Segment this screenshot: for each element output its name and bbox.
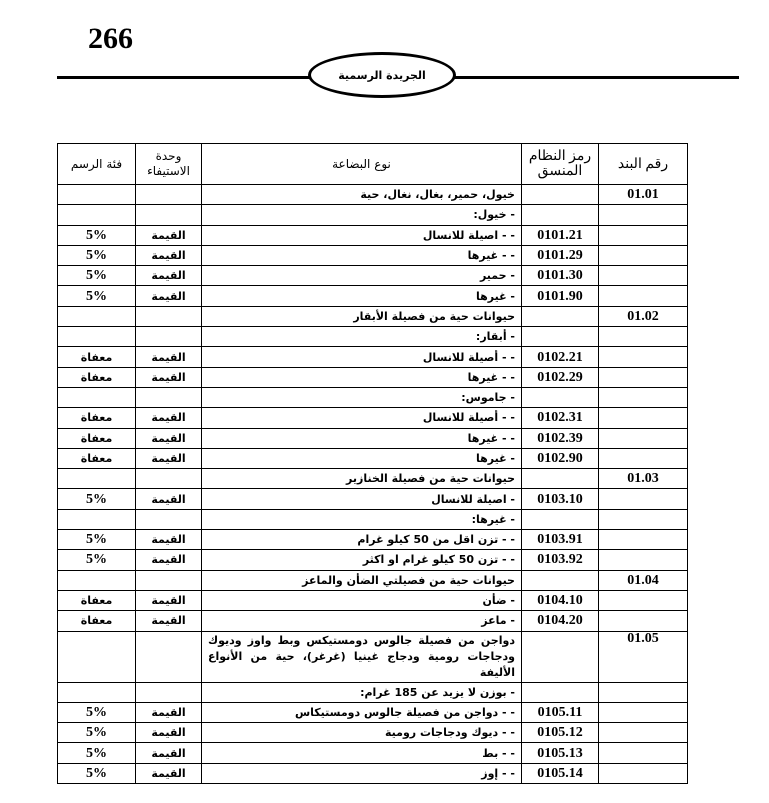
goods-description: - حمير (202, 266, 522, 286)
goods-description: - - أصيلة للانسال (202, 347, 522, 367)
goods-description: - - غيرها (202, 367, 522, 387)
collection-unit: القيمة (136, 723, 202, 743)
duty-rate: 5% (58, 286, 136, 306)
goods-description: - اصيلة للانسال (202, 489, 522, 509)
duty-rate: معفاة (58, 611, 136, 631)
hs-code: 0101.29 (522, 245, 599, 265)
hs-code: 0102.39 (522, 428, 599, 448)
collection-unit: القيمة (136, 266, 202, 286)
collection-unit: القيمة (136, 489, 202, 509)
table-row (58, 306, 688, 326)
page-number: 266 (88, 22, 133, 55)
goods-description: - - غيرها (202, 245, 522, 265)
item-number (599, 387, 688, 407)
table-row (58, 590, 688, 610)
item-number (599, 225, 688, 245)
table-row (58, 489, 688, 509)
table-row (58, 185, 688, 205)
hs-code: 0105.13 (522, 743, 599, 763)
hs-code (522, 631, 599, 682)
collection-unit (136, 469, 202, 489)
collection-unit: القيمة (136, 347, 202, 367)
duty-rate: معفاة (58, 428, 136, 448)
duty-rate: معفاة (58, 347, 136, 367)
collection-unit (136, 682, 202, 702)
item-number (599, 611, 688, 631)
hs-code: 0105.11 (522, 702, 599, 722)
collection-unit: القيمة (136, 245, 202, 265)
hs-code: 0101.90 (522, 286, 599, 306)
table-row (58, 205, 688, 225)
table-row (58, 408, 688, 428)
hs-code (522, 327, 599, 347)
collection-unit: القيمة (136, 702, 202, 722)
item-number (599, 347, 688, 367)
goods-description: - - أصيلة للانسال (202, 408, 522, 428)
hs-code (522, 306, 599, 326)
table-header-row (58, 144, 688, 185)
table-row (58, 723, 688, 743)
goods-description: - ضأن (202, 590, 522, 610)
table-row (58, 469, 688, 489)
col-header-rate: فئة الرسم (58, 144, 136, 185)
collection-unit: القيمة (136, 530, 202, 550)
duty-rate: معفاة (58, 590, 136, 610)
item-number (599, 367, 688, 387)
goods-description: - - تزن اقل من 50 كيلو غرام (202, 530, 522, 550)
collection-unit (136, 185, 202, 205)
duty-rate (58, 631, 136, 682)
item-number: 01.05 (599, 631, 688, 682)
duty-rate: 5% (58, 266, 136, 286)
collection-unit (136, 327, 202, 347)
collection-unit: القيمة (136, 743, 202, 763)
duty-rate: 5% (58, 723, 136, 743)
goods-description: - جاموس: (202, 387, 522, 407)
table-row (58, 327, 688, 347)
goods-description: - - اصيلة للانسال (202, 225, 522, 245)
table-row (58, 509, 688, 529)
col-header-code: رمز النظام المنسق (522, 144, 599, 185)
goods-description: - بوزن لا يزيد عن 185 غرام: (202, 682, 522, 702)
duty-rate (58, 185, 136, 205)
item-number (599, 743, 688, 763)
table-row (58, 225, 688, 245)
hs-code (522, 570, 599, 590)
goods-description: - أبقار: (202, 327, 522, 347)
hs-code: 0105.14 (522, 763, 599, 783)
duty-rate: معفاة (58, 367, 136, 387)
table-row (58, 550, 688, 570)
hs-code: 0103.91 (522, 530, 599, 550)
goods-description: خيول، حمير، بغال، نغال، حية (202, 185, 522, 205)
hs-code: 0104.20 (522, 611, 599, 631)
duty-rate: 5% (58, 550, 136, 570)
table-row (58, 682, 688, 702)
table-row (58, 530, 688, 550)
table-row (58, 702, 688, 722)
duty-rate: معفاة (58, 408, 136, 428)
table-row (58, 367, 688, 387)
collection-unit: القيمة (136, 550, 202, 570)
duty-rate (58, 387, 136, 407)
hs-code: 0104.10 (522, 590, 599, 610)
item-number (599, 286, 688, 306)
table-row (58, 570, 688, 590)
item-number (599, 245, 688, 265)
col-header-desc: نوع البضاعة (202, 144, 522, 185)
item-number (599, 266, 688, 286)
col-header-unit: وحدة الاستيفاء (136, 144, 202, 185)
duty-rate (58, 682, 136, 702)
item-number (599, 428, 688, 448)
collection-unit: القيمة (136, 367, 202, 387)
item-number (599, 590, 688, 610)
goods-description: - غيرها (202, 286, 522, 306)
table-row (58, 763, 688, 783)
col-header-item: رقم البند (599, 144, 688, 185)
item-number (599, 702, 688, 722)
table-row (58, 347, 688, 367)
item-number: 01.01 (599, 185, 688, 205)
duty-rate: 5% (58, 245, 136, 265)
duty-rate (58, 205, 136, 225)
item-number (599, 408, 688, 428)
item-number (599, 723, 688, 743)
goods-description: - ماعز (202, 611, 522, 631)
table-row (58, 428, 688, 448)
table-row (58, 631, 688, 682)
collection-unit (136, 205, 202, 225)
collection-unit: القيمة (136, 611, 202, 631)
duty-rate (58, 306, 136, 326)
duty-rate: 5% (58, 489, 136, 509)
table-row (58, 387, 688, 407)
hs-code (522, 387, 599, 407)
hs-code: 0102.90 (522, 448, 599, 468)
hs-code (522, 205, 599, 225)
duty-rate (58, 469, 136, 489)
goods-description: - - ديوك ودجاجات رومية (202, 723, 522, 743)
collection-unit: القيمة (136, 428, 202, 448)
table-row (58, 743, 688, 763)
duty-rate: 5% (58, 530, 136, 550)
hs-code (522, 509, 599, 529)
collection-unit (136, 306, 202, 326)
table-row (58, 266, 688, 286)
hs-code: 0102.21 (522, 347, 599, 367)
table-row (58, 245, 688, 265)
collection-unit (136, 570, 202, 590)
item-number: 01.03 (599, 469, 688, 489)
collection-unit: القيمة (136, 225, 202, 245)
collection-unit (136, 509, 202, 529)
item-number: 01.02 (599, 306, 688, 326)
hs-code: 0105.12 (522, 723, 599, 743)
collection-unit: القيمة (136, 763, 202, 783)
hs-code: 0102.29 (522, 367, 599, 387)
item-number: 01.04 (599, 570, 688, 590)
table-row (58, 448, 688, 468)
gazette-title-oval (308, 52, 456, 98)
duty-rate (58, 570, 136, 590)
hs-code (522, 682, 599, 702)
goods-description: - غيرها: (202, 509, 522, 529)
collection-unit (136, 387, 202, 407)
hs-code (522, 469, 599, 489)
item-number (599, 448, 688, 468)
hs-code: 0103.10 (522, 489, 599, 509)
goods-description: - خيول: (202, 205, 522, 225)
duty-rate: 5% (58, 225, 136, 245)
goods-description: حيوانات حية من فصيلة الأبقار (202, 306, 522, 326)
gazette-title: الجريدة الرسمية (338, 68, 426, 82)
duty-rate: 5% (58, 702, 136, 722)
item-number (599, 530, 688, 550)
item-number (599, 205, 688, 225)
collection-unit (136, 631, 202, 682)
duty-rate: 5% (58, 743, 136, 763)
goods-description: دواجن من فصيلة جالوس دومستيكس وبط واوز وديوك ودجاجات رومية ودجاج غينيا (غرغر)، حية من الأنواع الأليفة (202, 631, 522, 682)
item-number (599, 682, 688, 702)
hs-code: 0101.30 (522, 266, 599, 286)
duty-rate: 5% (58, 763, 136, 783)
duty-rate: معفاة (58, 448, 136, 468)
goods-description: - غيرها (202, 448, 522, 468)
goods-description: - - دواجن من فصيلة جالوس دومستيكاس (202, 702, 522, 722)
goods-description: - - غيرها (202, 428, 522, 448)
table-row (58, 611, 688, 631)
goods-description: - - إوز (202, 763, 522, 783)
goods-description: حيوانات حية من فصيلة الخنازير (202, 469, 522, 489)
goods-description: - - بط (202, 743, 522, 763)
collection-unit: القيمة (136, 590, 202, 610)
hs-code: 0103.92 (522, 550, 599, 570)
collection-unit: القيمة (136, 408, 202, 428)
table-row (58, 286, 688, 306)
duty-rate (58, 327, 136, 347)
goods-description: - - تزن 50 كيلو غرام او اكثر (202, 550, 522, 570)
item-number (599, 489, 688, 509)
hs-code: 0102.31 (522, 408, 599, 428)
collection-unit: القيمة (136, 448, 202, 468)
hs-code: 0101.21 (522, 225, 599, 245)
tariff-table (57, 143, 688, 784)
item-number (599, 327, 688, 347)
goods-description: حيوانات حية من فصيلتي الضأن والماعز (202, 570, 522, 590)
hs-code (522, 185, 599, 205)
collection-unit: القيمة (136, 286, 202, 306)
item-number (599, 550, 688, 570)
duty-rate (58, 509, 136, 529)
item-number (599, 509, 688, 529)
item-number (599, 763, 688, 783)
